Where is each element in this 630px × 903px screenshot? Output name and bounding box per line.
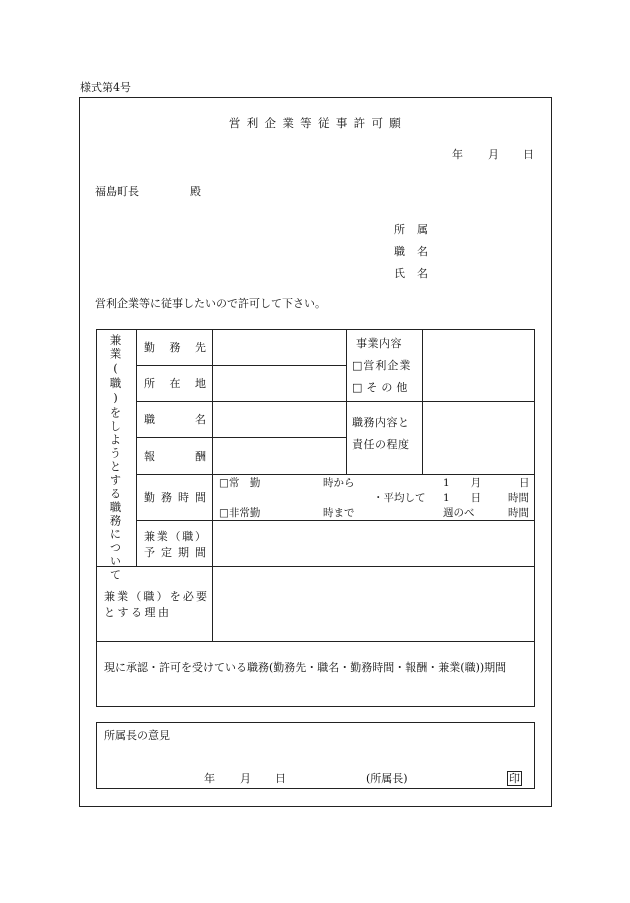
date-month: 月: [488, 148, 499, 161]
business-content-label: 事業内容: [356, 337, 402, 350]
business-option-commercial[interactable]: □営利企業: [352, 359, 412, 372]
applicant-position-label: 職 名: [394, 245, 428, 258]
duties-label-line2: 責任の程度: [352, 438, 410, 451]
date-day: 日: [523, 148, 534, 161]
date-year: 年: [452, 148, 463, 161]
duties-label-line1: 職務内容と: [352, 416, 410, 429]
form-number: 様式第4号: [80, 81, 131, 94]
fulltime-checkbox[interactable]: □常 勤: [219, 477, 261, 489]
applicant-affiliation-label: 所 属: [394, 223, 428, 236]
job-title-label: 職 名: [144, 413, 206, 426]
period-label-line2: 予 定 期 間: [144, 546, 206, 559]
average-label: ・平均して: [373, 492, 426, 504]
per-month-label: 1 月: [443, 477, 482, 489]
reason-label-line1: 兼 業 （ 職 ） を 必 要: [104, 590, 207, 603]
compensation-label: 報 酬: [144, 450, 206, 463]
reason-label-line2: とする理由: [104, 606, 172, 619]
applicant-name-label: 氏 名: [394, 267, 428, 280]
per-week-unit: 時間: [508, 507, 529, 519]
per-day-unit: 時間: [508, 492, 529, 504]
period-label-line1: 兼 業 （ 職 ）: [144, 530, 206, 543]
seal-mark-wrapper: [507, 771, 522, 786]
supervisor-opinion-label: 所属長の意見: [104, 729, 170, 742]
side-label-dual-employment: 兼業(職)をしようとする職務について: [108, 334, 123, 582]
supervisor-date-year: 年: [204, 772, 215, 785]
per-week-label: 週のべ: [443, 507, 475, 519]
request-text: 営利企業等に従事したいので許可して下さい。: [95, 297, 326, 310]
per-day-label: 1 日: [443, 492, 482, 504]
employer-label: 勤 務 先: [144, 341, 206, 354]
page-title: 営利企業等従事許可願: [228, 116, 408, 130]
addressee-honorific: 殿: [190, 185, 201, 198]
business-option-other[interactable]: □その他: [352, 381, 412, 394]
seal-icon: 印: [509, 772, 520, 785]
parttime-checkbox[interactable]: □非常勤: [219, 507, 261, 519]
supervisor-date-month: 月: [240, 772, 251, 785]
addressee-name: 福島町長: [95, 185, 139, 198]
work-hours-label: 勤 務 時 間: [144, 491, 206, 504]
time-to-label: 時まで: [323, 507, 355, 519]
time-from-label: 時から: [323, 477, 355, 489]
supervisor-date-day: 日: [275, 772, 286, 785]
per-month-unit: 日: [519, 477, 530, 489]
supervisor-signer-label: (所属長): [366, 772, 408, 785]
existing-approvals-label: 現に承認・許可を受けている職務(勤務先・職名・勤務時間・報酬・兼業(職))期間: [104, 661, 507, 674]
location-label: 所 在 地: [144, 377, 206, 390]
